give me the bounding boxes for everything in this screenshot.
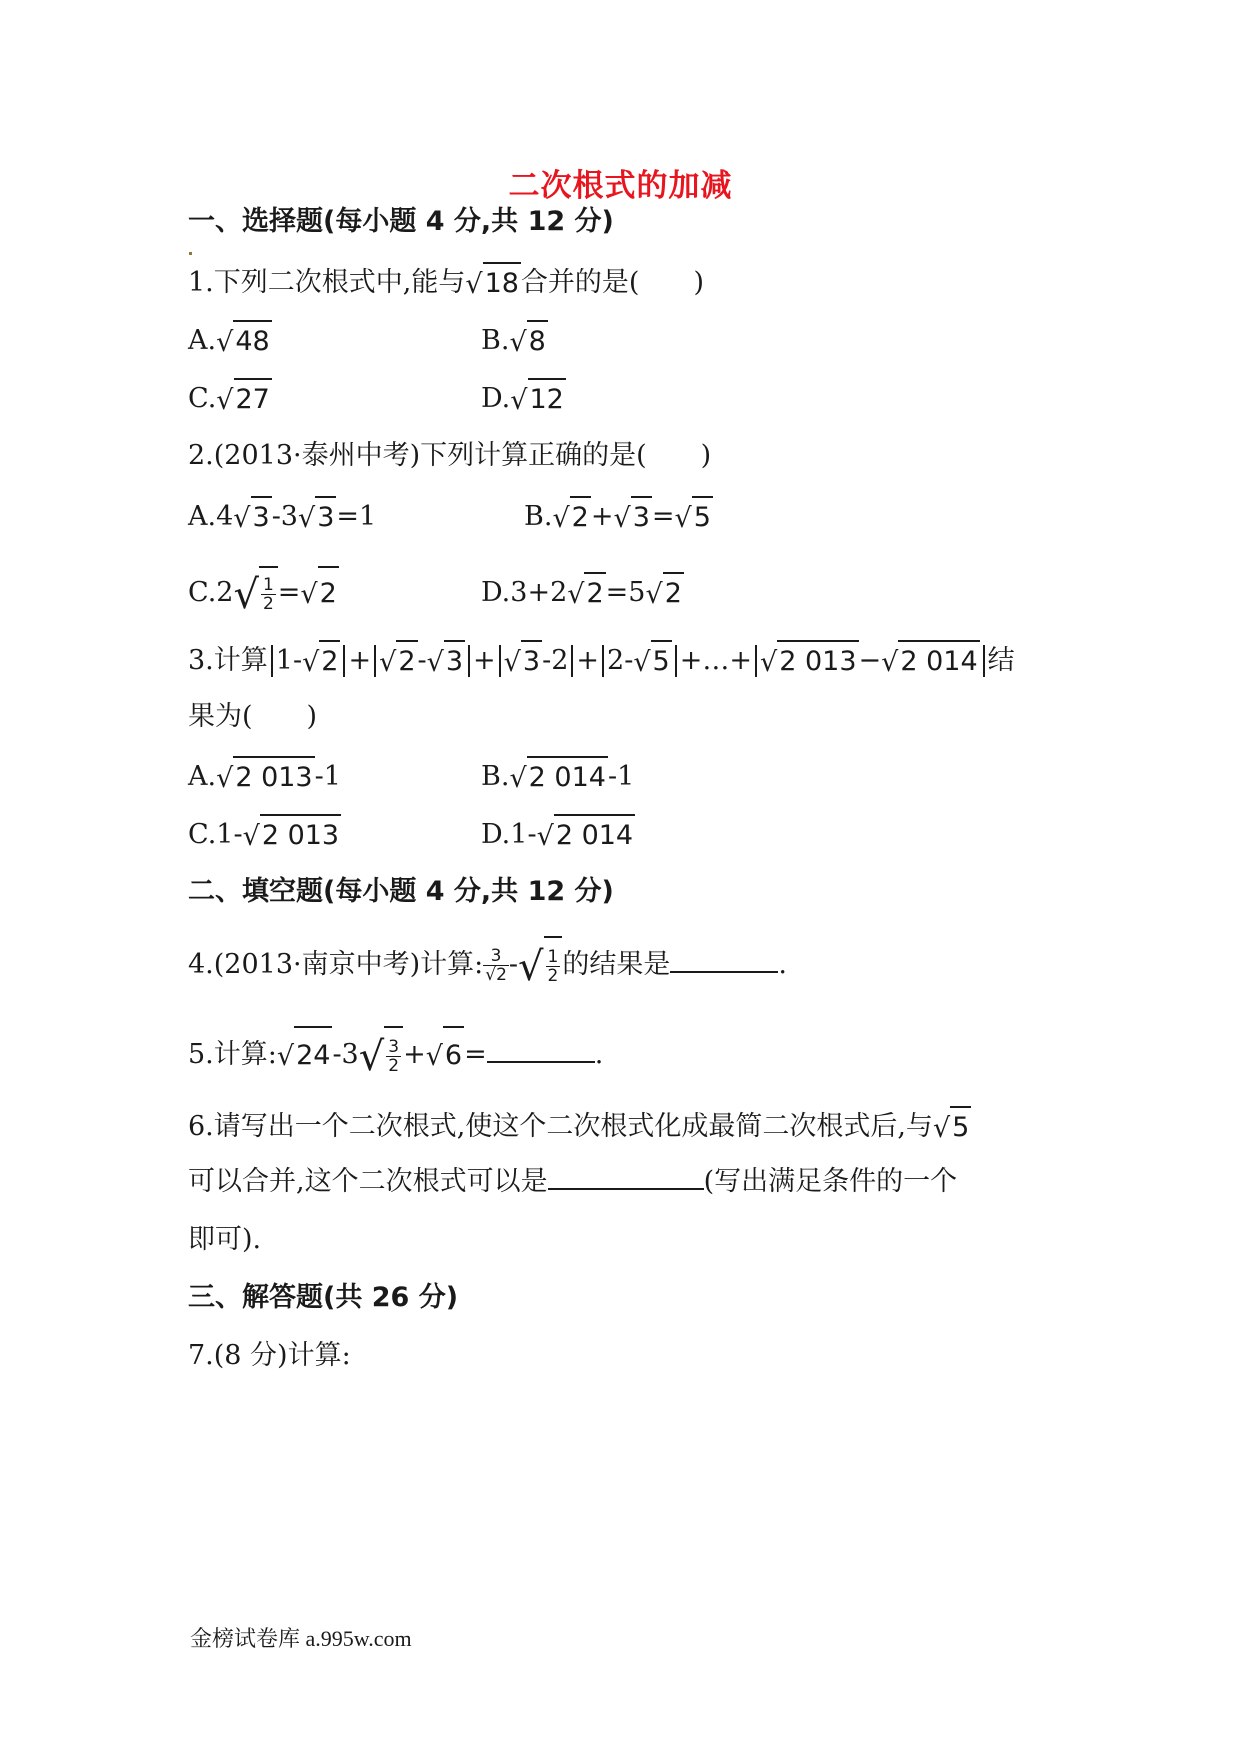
q2-option-c: C.2√ $\frac{1}{2}$ =√2: [188, 566, 339, 621]
question-2: 2.(2013·泰州中考)下列计算正确的是( ): [188, 440, 712, 471]
sqrt-2: √2: [379, 640, 417, 683]
q1-option-c: C.√27: [188, 378, 272, 421]
fraction-3-over-sqrt2: $\frac{3}{√2}$: [485, 945, 507, 985]
sqrt-3: √3: [298, 496, 336, 539]
sqrt-3: √3: [504, 640, 542, 683]
footer-source: 金榜试卷库 a.995w.com: [190, 1626, 412, 1651]
q2-option-d: D.3+2√2=5√2: [481, 572, 684, 615]
sqrt-fraction-one-half: √ $\frac{1}{2}$: [518, 936, 562, 995]
sqrt-2: √2: [567, 572, 605, 615]
q3-option-a: A.√2 013-1: [188, 756, 341, 799]
page-title: 二次根式的加减: [508, 168, 733, 204]
question-6-line-2: 可以合并,这个二次根式可以是 (写出满足条件的一个: [188, 1166, 958, 1197]
sqrt-27: √27: [216, 378, 272, 421]
sqrt-8: √8: [509, 320, 547, 363]
sqrt-24: √24: [277, 1026, 333, 1085]
sqrt-12: √12: [510, 378, 566, 421]
sqrt-2: √2: [645, 572, 683, 615]
sqrt-2014: √2 014: [537, 814, 636, 857]
q3-option-b: B.√2 014-1: [481, 756, 634, 799]
question-1-text-b: 合并的是( ): [520, 266, 704, 298]
sqrt-48: √48: [216, 320, 272, 363]
sqrt-5: √5: [933, 1106, 971, 1149]
sqrt-fraction-three-halves: √ $\frac{3}{2}$: [359, 1026, 403, 1085]
sqrt-2013: √2 013: [760, 640, 859, 683]
q2-option-a: A.4√3-3√3=1: [188, 496, 376, 539]
sqrt-6: √6: [426, 1026, 464, 1085]
sqrt-5: √5: [633, 640, 671, 683]
question-4: 4.(2013·南京中考)计算: $\frac{3}{√2}$ -√ $\frac{1}{2}$ 的结果是 .: [188, 936, 787, 995]
q1-option-a: A.√48: [188, 320, 272, 363]
q2-option-b: B.√2+√3=√5: [524, 496, 713, 539]
question-3-line-2: 果为( ): [188, 701, 318, 732]
decorative-dot: [189, 252, 192, 255]
sqrt-2014: √2 014: [881, 640, 980, 683]
sqrt-2: √2: [300, 566, 338, 621]
question-5: 5.计算:√24-3√ $\frac{3}{2}$ +√6= .: [188, 1026, 603, 1085]
question-6-line-1: 6.请写出一个二次根式,使这个二次根式化成最简二次根式后,与√5: [188, 1106, 971, 1149]
sqrt-3: √3: [427, 640, 465, 683]
section-heading-3: 三、解答题(共 26 分): [188, 1282, 459, 1313]
question-1: [188, 262, 704, 305]
sqrt-3: √3: [233, 496, 271, 539]
section-heading-2: 二、填空题(每小题 4 分,共 12 分): [188, 876, 614, 907]
question-6-line-3: 即可).: [188, 1224, 262, 1255]
sqrt-2013: √2 013: [243, 814, 342, 857]
sqrt-18: √18: [465, 262, 521, 305]
question-1-text-a: 1.下列二次根式中,能与: [188, 266, 466, 298]
sqrt-2: √2: [552, 496, 590, 539]
sqrt-fraction-one-half: √ $\frac{1}{2}$: [233, 566, 277, 621]
sqrt-5: √5: [675, 496, 713, 539]
q3-option-d: D.1-√2 014: [481, 814, 635, 857]
section-heading-1: 一、选择题(每小题 4 分,共 12 分): [188, 206, 614, 237]
sqrt-2014: √2 014: [509, 756, 608, 799]
answer-blank-6[interactable]: [548, 1164, 704, 1190]
sqrt-2: √2: [302, 640, 340, 683]
answer-blank-4[interactable]: [670, 947, 778, 973]
sqrt-2013: √2 013: [216, 756, 315, 799]
q3-option-c: C.1-√2 013: [188, 814, 341, 857]
answer-blank-5[interactable]: [487, 1037, 595, 1063]
sqrt-3: √3: [613, 496, 651, 539]
q1-option-d: D.√12: [481, 378, 566, 421]
question-7: 7.(8 分)计算:: [188, 1340, 351, 1371]
question-3: 3.计算 1-√2 + √2-√3 + √3-2 + 2-√5 +…+ √2 013−√2 014 结: [188, 640, 1015, 683]
q1-option-b: B.√8: [481, 320, 548, 363]
